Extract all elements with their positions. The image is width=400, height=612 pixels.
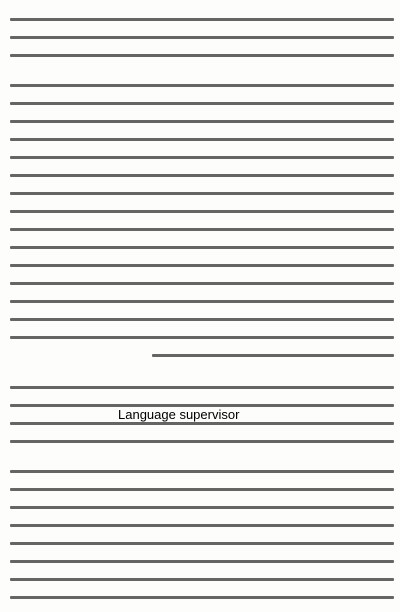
text-line	[10, 156, 394, 159]
text-line	[10, 120, 394, 123]
text-line	[10, 264, 394, 267]
text-line	[10, 422, 394, 425]
text-line	[10, 524, 394, 527]
text-line	[10, 138, 394, 141]
text-line	[10, 596, 394, 599]
text-line	[10, 174, 394, 177]
text-line	[10, 386, 394, 389]
text-line	[10, 192, 394, 195]
text-line	[10, 18, 394, 21]
text-line	[10, 210, 394, 213]
text-line	[10, 578, 394, 581]
text-line	[10, 560, 394, 563]
text-line	[10, 300, 394, 303]
text-line	[10, 488, 394, 491]
text-line	[10, 54, 394, 57]
text-line	[10, 336, 394, 339]
text-line	[10, 542, 394, 545]
text-line	[10, 506, 394, 509]
text-line	[10, 318, 394, 321]
text-line	[10, 282, 394, 285]
text-line	[10, 470, 394, 473]
text-line	[10, 102, 394, 105]
text-line	[10, 440, 394, 443]
latin-phrase: Language supervisor	[118, 407, 240, 422]
text-line	[10, 228, 394, 231]
text-line	[10, 246, 394, 249]
text-line	[10, 36, 394, 39]
text-line	[152, 354, 394, 357]
text-line	[10, 84, 394, 87]
